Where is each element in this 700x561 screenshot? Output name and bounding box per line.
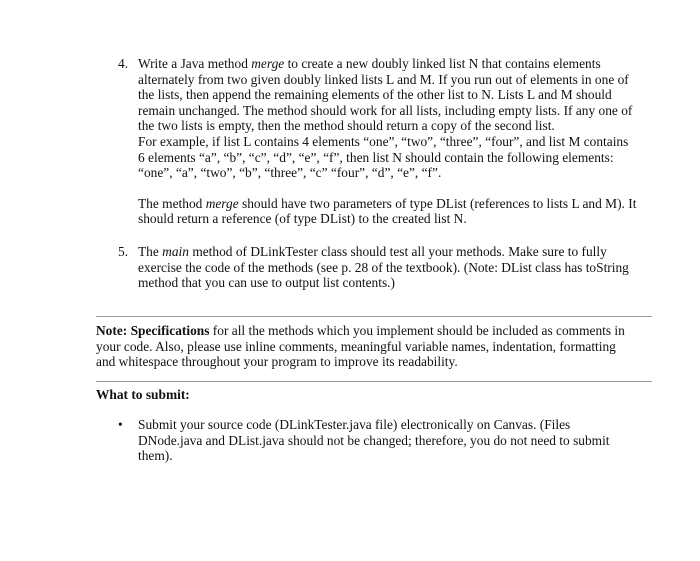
divider [96,381,652,382]
section-heading: What to submit: [96,387,190,402]
text-line: the two lists is empty, then the method should return a copy of the second list. [138,118,555,134]
note-label: Note: Specifications [96,323,210,338]
text-line: and whitespace throughout your program to improve its readability. [96,354,458,370]
item-number: 4. [118,56,129,71]
text-line: Submit your source code (DLinkTester.java file) electronically on Canvas. (Files [138,417,571,432]
method-name: main [162,244,189,259]
text-line: your code. Also, please use inline comments, meaningful variable names, indentation, formatting [96,338,616,354]
text-line: DNode.java and DList.java should not be changed; therefore, you do not need to submit [138,432,610,448]
text-line: “one”, “a”, “two”, “b”, “three”, “c” “four”, “d”, “e”, “f”. [138,165,442,181]
text-line: the lists, then append the remaining elements of the other list to N. Lists L and M should [138,87,612,103]
method-name: merge [251,56,285,71]
text-line: The main method of DLinkTester class should test all your methods. Make sure to fully [138,244,607,259]
text-line: remain unchanged. The method should work for all lists, including empty lists. If any one of [138,102,633,118]
text-line: method that you can use to output list contents.) [138,275,395,291]
note-block [96,323,652,370]
text-line: Note: Specifications for all the methods which you implement should be included as comments in [96,323,625,338]
method-name: merge [205,195,239,211]
text-line: The method merge should have two parameters of type DList (references to lists L and M). It [138,195,637,211]
divider [96,316,652,317]
text-line: them). [138,448,173,464]
text-line: exercise the code of the methods (see p. 28 of the textbook). (Note: DList class has toString [138,259,629,275]
item-4-body [138,56,658,227]
submit-section [96,387,652,403]
text-line: alternately from two given doubly linked lists L and M. If you run out of elements in one of [138,71,629,87]
text-line: For example, if list L contains 4 elements “one”, “two”, “three”, “four”, and list M contains [138,133,629,149]
bullet-icon: • [118,417,123,432]
text-line: Write a Java method merge to create a new doubly linked list N that contains elements [138,56,601,71]
text-line: should return a reference (of type DList) to the created list N. [138,211,467,227]
item-5-body [138,244,658,291]
item-number: 5. [118,244,129,259]
bullet-body [138,417,658,464]
text-line: 6 elements “a”, “b”, “c”, “d”, “e”, “f”, then list N should contain the following elements: [138,149,614,165]
